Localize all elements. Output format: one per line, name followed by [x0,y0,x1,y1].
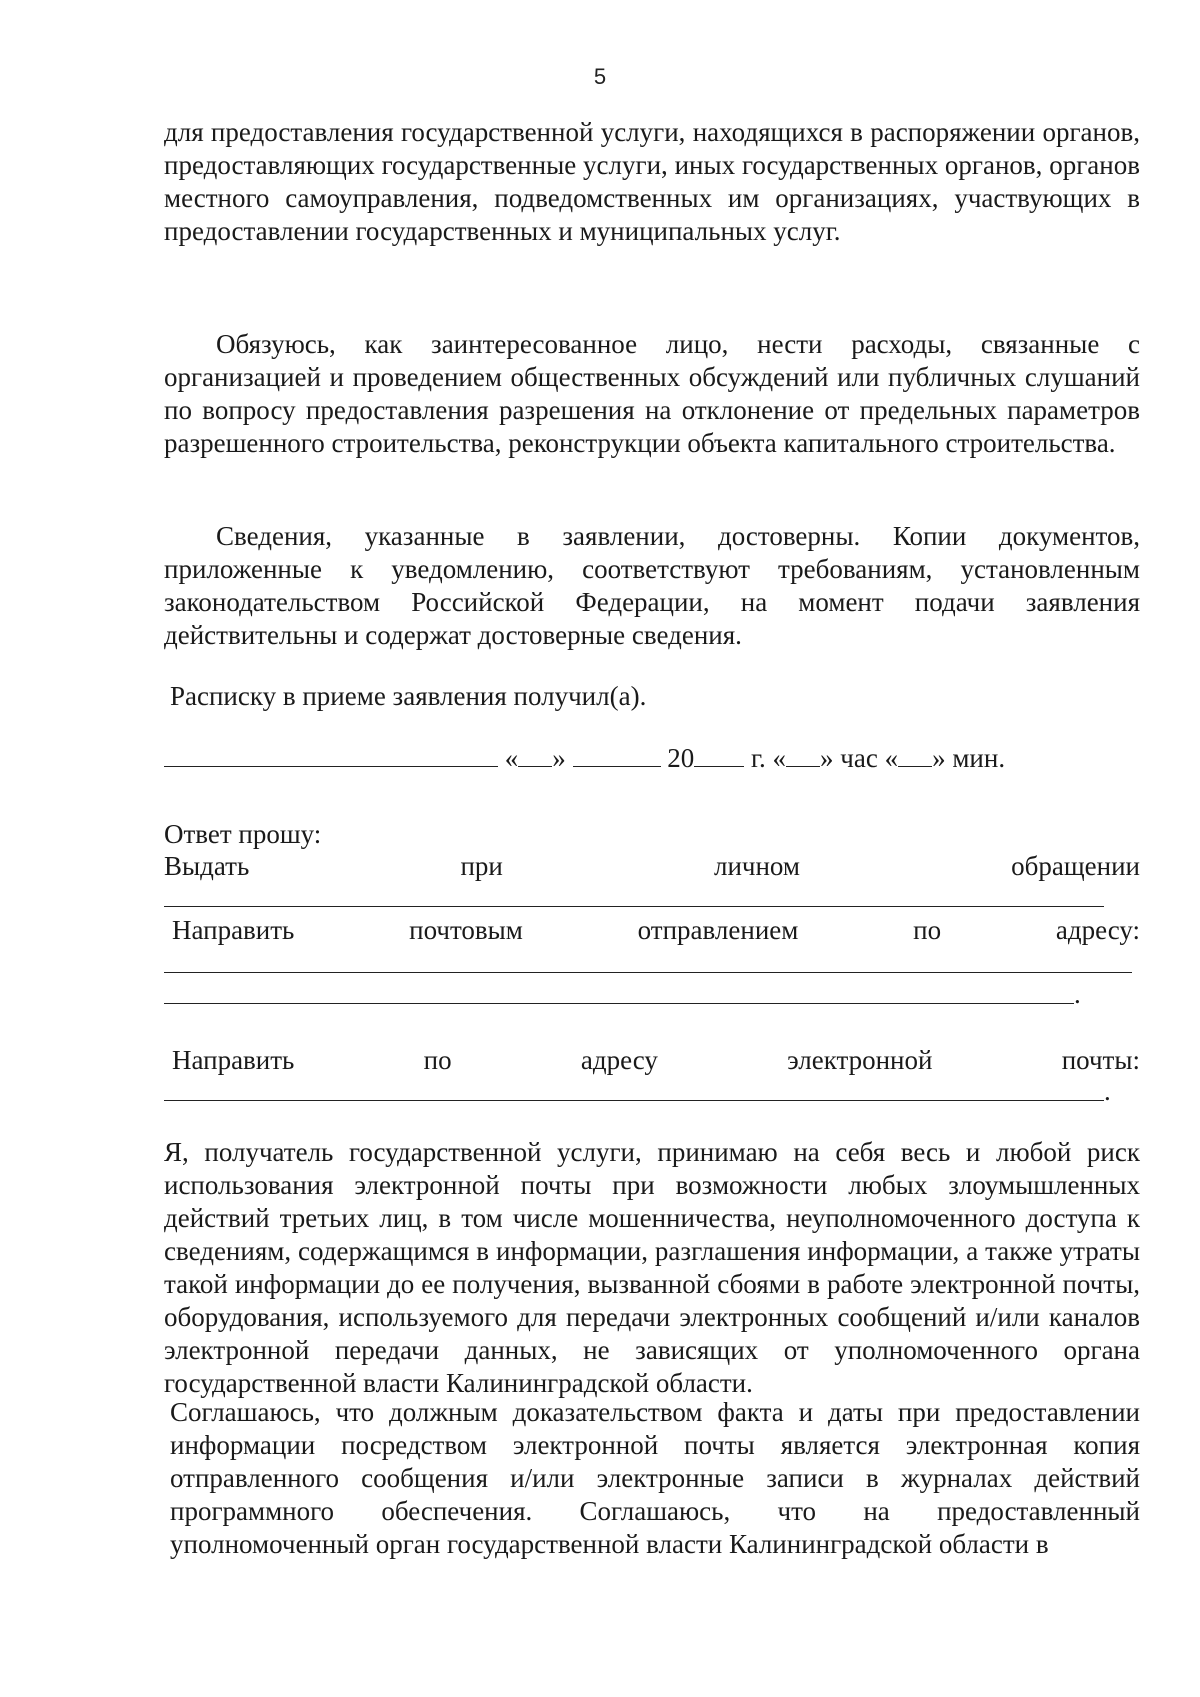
in-person-blank-line[interactable] [164,906,1104,907]
option-word: Направить [172,915,295,945]
postal-address-line-1[interactable] [164,972,1132,973]
receipt-statement: Расписку в приеме заявления получил(а). [170,681,647,711]
day-quote-open: « [504,743,519,773]
hour-blank[interactable] [786,742,820,767]
postal-address-line-2[interactable] [164,1003,1074,1004]
day-quote-close: » [552,743,566,773]
month-blank[interactable] [573,742,661,767]
year-blank[interactable] [694,742,744,767]
email-address-end-dot: . [1104,1076,1111,1106]
option-word: Направить [172,1045,295,1075]
option-word: обращении [1011,851,1140,881]
signature-blank[interactable] [164,742,498,767]
option-email [172,1044,1140,1077]
option-word: при [460,851,503,881]
signature-date-line [164,742,1005,775]
option-word: адресу [580,1045,658,1075]
option-in-person [164,850,1140,883]
option-word: по [423,1045,452,1075]
hour-label: » час « [820,743,899,773]
option-word: отправлением [637,915,799,945]
hour-label-open: г. « [751,743,787,773]
option-word: по [913,915,942,945]
paragraph-accuracy: Сведения, указанные в заявлении, достоверны. Копии документов, приложенные к уведомлению, соответствуют требованиям, установленным законодательством Российской Федерации, на момент подачи заявления действительны и содержат достоверные сведения. [164,521,1140,650]
paragraph-email-evidence: Соглашаюсь, что должным доказательством факта и даты при предоставлении информации посредством электронной почты является электронная копия отправленного сообщения и/или электронные записи в журналах действий программного обеспечения. Соглашаюсь, что на предоставленный уполномоченный орган государственной власти Калининградской области в [170,1397,1140,1559]
day-blank[interactable] [518,742,552,767]
year-prefix: 20 [667,743,695,773]
option-word: почтовым [409,915,523,945]
minute-blank[interactable] [898,742,932,767]
minute-label: » мин. [932,743,1006,773]
option-word: адресу: [1055,915,1140,945]
paragraph-expenses: Обязуюсь, как заинтересованное лицо, нести расходы, связанные с организацией и проведением общественных обсуждений или публичных слушаний по вопросу предоставления разрешения на отклонение от предельных параметров разрешенного строительства, реконструкции объекта капитального строительства. [164,329,1140,458]
option-word: личном [713,851,801,881]
paragraph-email-risk: Я, получатель государственной услуги, принимаю на себя весь и любой риск использования электронной почты при возможности любых злоумышленных действий третьих лиц, в том числе мошенничества, неуполномоченного доступа к сведениям, содержащимся в информации, разглашения информации, а также утраты такой информации до ее получения, вызванной сбоями в работе электронной почты, оборудования, используемого для передачи электронных сообщений и/или каналов электронной передачи данных, не зависящих от уполномоченного органа государственной власти Калининградской области. [164,1137,1140,1398]
option-word: почты: [1061,1045,1140,1075]
postal-address-end-dot: . [1074,979,1081,1009]
option-word: Выдать [164,851,250,881]
option-word: электронной [787,1045,933,1075]
page-number: 5 [593,64,607,89]
option-postal [172,914,1140,947]
paragraph-data-sources: для предоставления государственной услуги, находящихся в распоряжении органов, предоставляющих государственные услуги, иных государственных органов, органов местного самоуправления, подведомственных им организациях, участвующих в предоставлении государственных и муниципальных услуг. [164,117,1140,246]
answer-request-title: Ответ прошу: [164,819,322,849]
email-address-line[interactable] [164,1100,1104,1101]
